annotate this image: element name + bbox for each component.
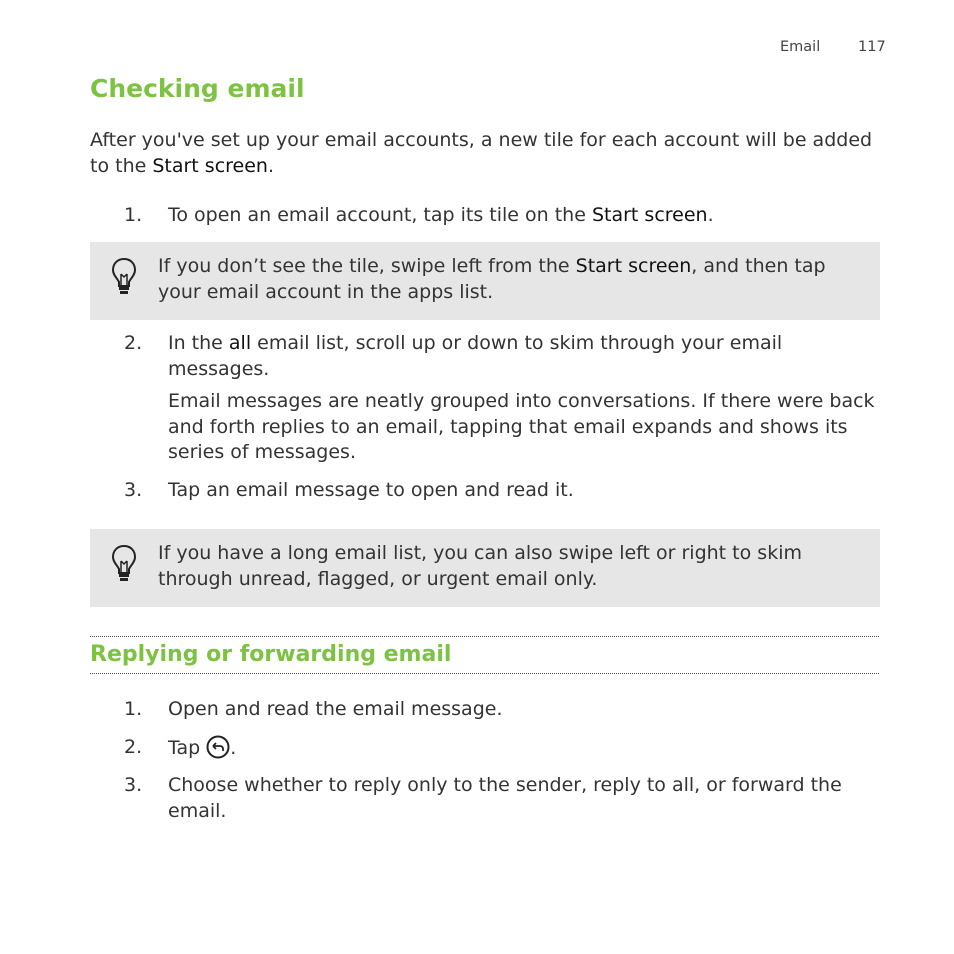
section-title: Checking email [90,74,305,103]
subsection-title: Replying or forwarding email [90,642,452,667]
step-note: Email messages are neatly grouped into conversations. If there were back and forth replies to an email, tapping that email expands and shows its series of messages. [168,390,875,463]
tip-box [90,242,880,320]
divider [90,636,879,637]
start-screen-term: Start screen [152,154,268,177]
step-number: 1. [124,698,143,720]
divider [90,673,879,674]
step-number: 1. [124,204,143,226]
step-number: 3. [124,479,143,501]
step-number: 2. [124,736,143,758]
step-text: Open and read the email message. [168,698,503,720]
intro-paragraph: After you've set up your email accounts, a new tile for each account will be added to the Start screen. [90,129,873,177]
step-text: Choose whether to reply only to the sender, reply to all, or forward the email. [168,774,842,822]
step-number: 3. [124,774,143,796]
reply-icon [206,735,230,759]
step-text: In the all email list, scroll up or down to skim through your email messages. [168,332,783,380]
lightbulb-icon [111,544,137,584]
step-text: Tap an email message to open and read it. [168,479,574,501]
page-number: 117 [858,39,886,55]
tip-text: If you don’t see the tile, swipe left from the Start screen, and then tap your email account in the apps list. [158,255,826,303]
tip-text: If you have a long email list, you can also swipe left or right to skim through unread, flagged, or urgent email only. [158,542,802,590]
all-list-term: all [228,332,252,354]
step-number: 2. [124,332,143,354]
tip-box [90,529,880,607]
step-text: Tap . [168,737,237,759]
header-section: Email [780,39,821,55]
page-header [780,39,886,55]
step-text: To open an email account, tap its tile on the Start screen. [168,204,714,226]
lightbulb-icon [111,257,137,297]
